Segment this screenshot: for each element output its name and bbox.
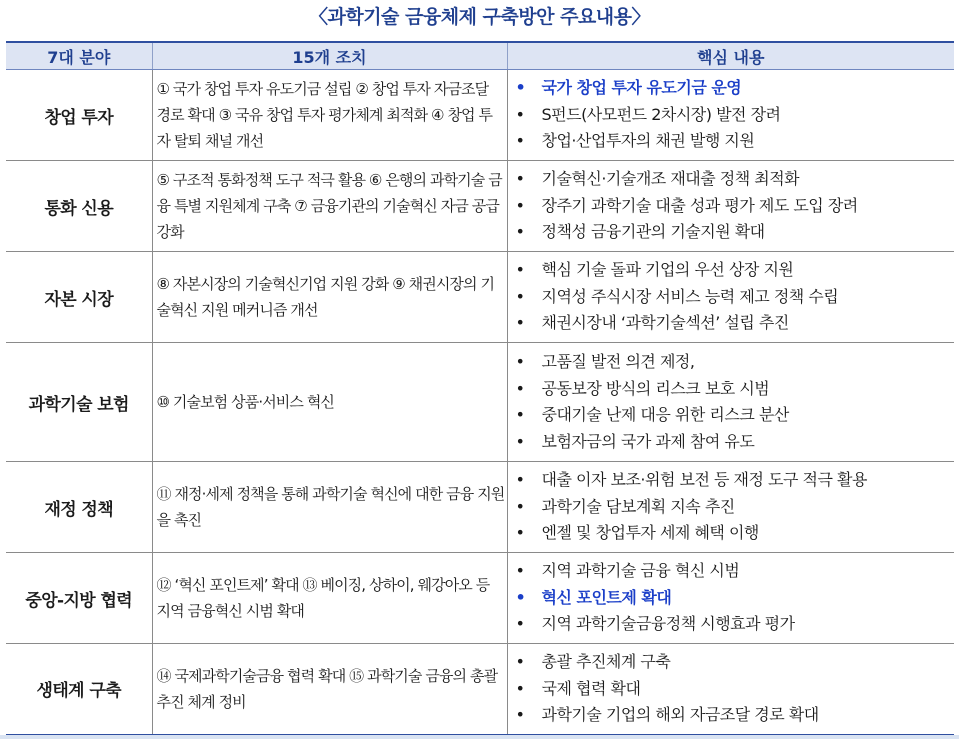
content-list [508, 75, 955, 155]
content-cell [507, 462, 954, 553]
content-list [508, 166, 955, 246]
highlighted-list-item: • 국가 창업 투자 유도기금 운영 [508, 75, 955, 102]
measures-cell: ⑪ 재정·세제 정책을 통해 과학기술 혁신에 대한 금융 지원을 촉진 [152, 462, 507, 553]
header-measures: 15개 조치 [152, 42, 507, 70]
measures-cell: ⑤ 구조적 통화정책 도구 적극 활용 ⑥ 은행의 과학기술 금융 특별 지원체계 구축 ⑦ 금융기관의 기술혁신 자금 공급 강화 [152, 161, 507, 252]
table-row [6, 252, 954, 343]
list-item: • 대출 이자 보조·위험 보전 등 재정 도구 적극 활용 [508, 467, 955, 494]
measures-cell: ⑭ 국제과학기술금융 협력 확대 ⑮ 과학기술 금융의 총괄 추진 체계 정비 [152, 644, 507, 735]
list-item: • 지역 과학기술 금융 혁신 시범 [508, 558, 955, 585]
list-item: • 지역성 주식시장 서비스 능력 제고 정책 수립 [508, 284, 955, 311]
content-list [508, 349, 955, 455]
list-item: • 과학기술 담보계획 지속 추진 [508, 494, 955, 521]
measures-cell: ⑩ 기술보험 상품·서비스 혁신 [152, 343, 507, 462]
table-row [6, 462, 954, 553]
content-list [508, 467, 955, 547]
list-item: • 엔젤 및 창업투자 세제 혜택 이행 [508, 520, 955, 547]
list-item: • 기술혁신·기술개조 재대출 정책 최적화 [508, 166, 955, 193]
header-row [6, 42, 954, 70]
area-cell: 창업 투자 [6, 70, 152, 161]
area-cell: 중앙-지방 협력 [6, 553, 152, 644]
measures-cell: ⑧ 자본시장의 기술혁신기업 지원 강화 ⑨ 채권시장의 기술혁신 지원 메커니즘 개선 [152, 252, 507, 343]
table-row [6, 644, 954, 735]
area-cell: 자본 시장 [6, 252, 152, 343]
content-list [508, 558, 955, 638]
table-row [6, 343, 954, 462]
table-row [6, 161, 954, 252]
content-cell [507, 70, 954, 161]
measures-cell: ① 국가 창업 투자 유도기금 설립 ② 창업 투자 자금조달 경로 확대 ③ 국유 창업 투자 평가체계 최적화 ④ 창업 투자 탈퇴 채널 개선 [152, 70, 507, 161]
header-area: 7대 분야 [6, 42, 152, 70]
table-row [6, 70, 954, 161]
area-cell: 과학기술 보험 [6, 343, 152, 462]
content-cell [507, 161, 954, 252]
content-list [508, 257, 955, 337]
area-cell: 재정 정책 [6, 462, 152, 553]
content-list [508, 649, 955, 729]
content-cell [507, 343, 954, 462]
header-content: 핵심 내용 [507, 42, 954, 70]
summary-table [6, 41, 954, 736]
list-item: • 장주기 과학기술 대출 성과 평가 제도 도입 장려 [508, 193, 955, 220]
list-item: • 중대기술 난제 대응 위한 리스크 분산 [508, 402, 955, 429]
list-item: • 과학기술 기업의 해외 자금조달 경로 확대 [508, 702, 955, 729]
table-body [6, 70, 954, 735]
bottom-rule [0, 735, 959, 739]
list-item: • 정책성 금융기관의 기술지원 확대 [508, 219, 955, 246]
table-row [6, 553, 954, 644]
list-item: • 채권시장내 ‘과학기술섹션’ 설립 추진 [508, 310, 955, 337]
list-item: • 고품질 발전 의견 제정, [508, 349, 955, 376]
content-cell [507, 252, 954, 343]
measures-cell: ⑫ ‘혁신 포인트제’ 확대 ⑬ 베이징, 상하이, 웨강아오 등 지역 금융혁신 시범 확대 [152, 553, 507, 644]
area-cell: 생태계 구축 [6, 644, 152, 735]
content-cell [507, 644, 954, 735]
list-item: • 공동보장 방식의 리스크 보호 시범 [508, 376, 955, 403]
content-cell [507, 553, 954, 644]
list-item: • 총괄 추진체계 구축 [508, 649, 955, 676]
list-item: • 창업·산업투자의 채권 발행 지원 [508, 128, 955, 155]
list-item: • 핵심 기술 돌파 기업의 우선 상장 지원 [508, 257, 955, 284]
area-cell: 통화 신용 [6, 161, 152, 252]
list-item: • 국제 협력 확대 [508, 676, 955, 703]
highlighted-list-item: • 혁신 포인트제 확대 [508, 585, 955, 612]
page-title: 〈과학기술 금융체제 구축방안 주요내용〉 [308, 6, 650, 28]
list-item: • 지역 과학기술금융정책 시행효과 평가 [508, 611, 955, 638]
list-item: • 보험자금의 국가 과제 참여 유도 [508, 429, 955, 456]
list-item: • S펀드(사모펀드 2차시장) 발전 장려 [508, 102, 955, 129]
